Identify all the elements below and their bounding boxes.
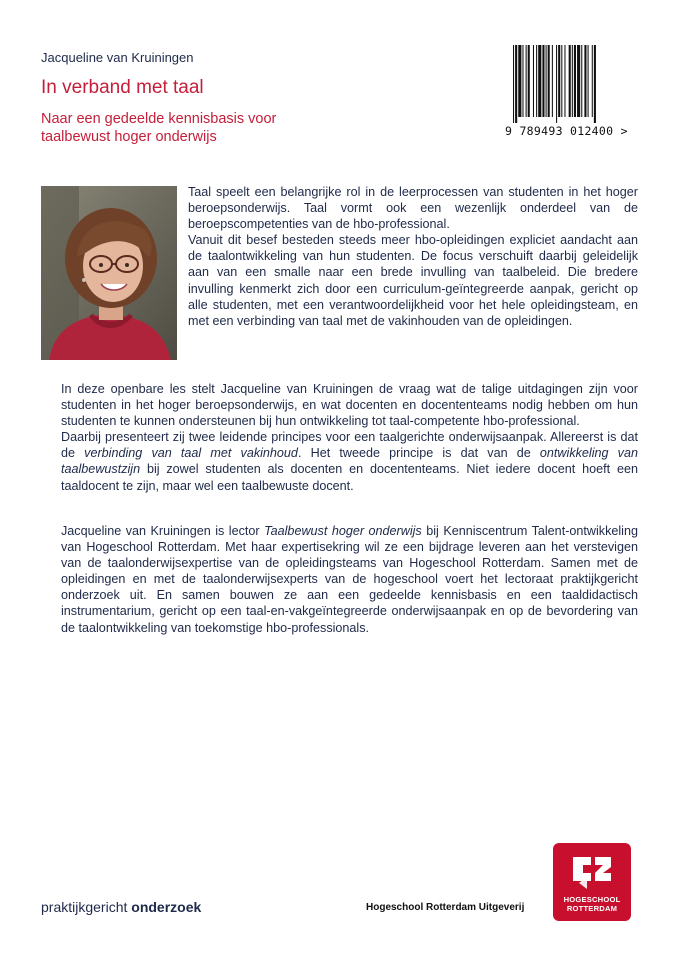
bio-text: [61, 523, 638, 636]
lecture-text: [61, 381, 638, 494]
logo-line-1: HOGESCHOOL: [563, 895, 621, 904]
author-name: Jacqueline van Kruiningen: [41, 50, 194, 65]
book-subtitle: Naar een gedeelde kennisbasis voor taalbewust hoger onderwijs: [41, 111, 277, 145]
book-title: In verband met taal: [41, 77, 204, 98]
lecture-paragraph: In deze openbare les stelt Jacqueline van Kruiningen de vraag wat de talige uitdagingen zijn voor studenten in het hoger beroepsonderwijs, en wat docenten en docententeams nodig hebben om hun studenten te kunnen ondersteunen bij hun ontwikkeling tot taal-competente hbo-professional.: [61, 382, 638, 429]
hogeschool-rotterdam-logo: [553, 843, 631, 921]
bio-paragraph: Jacqueline van Kruiningen is lector Taalbewust hoger onderwijs bij Kenniscentrum Talent-ontwikkeling van Hogeschool Rotterdam. Met haar expertisekring wil ze een bijdrage leveren aan het verstevigen van de taalonderwijsexpertise van de opleidingsteams van Hogeschool Rotterdam. Samen met de opleidingen en met de taalonderwijsexperts van de hogeschool voert het lectoraat praktijkgericht onderzoek uit. En samen bouwen ze aan een gedeelde kennisbasis en een taaldidactisch instrumentarium, gericht op een taal-en-vakgeïntegreerde onderwijsaanpak en op de bevordering van de taalontwikkeling van toekomstige hbo-professionals.: [61, 524, 638, 635]
barcode-icon: [511, 45, 626, 125]
isbn-number: 9 789493 012400 >: [505, 124, 628, 138]
intro-text: [188, 184, 638, 329]
series-name: praktijkgericht onderzoek: [41, 899, 202, 915]
publisher-name: Hogeschool Rotterdam Uitgeverij: [366, 902, 525, 913]
intro-paragraph: Taal speelt een belangrijke rol in de leerprocessen van studenten in het hoger beroepsonderwijs. Taal vormt ook een wezenlijk onderdeel van de beroepscompetenties van de hbo-professional.: [188, 185, 638, 232]
author-photo: [41, 186, 177, 360]
logo-line-2: ROTTERDAM: [566, 904, 618, 913]
intro-paragraph-2: Vanuit dit besef besteden steeds meer hbo-opleidingen expliciet aandacht aan de taalontwikkeling van hun studenten. De focus verschuift daarbij geleidelijk aan van een smalle naar een brede invulling van taalbeleid. Die bredere invulling kenmerkt zich door een curriculum-geïntegreerde aanpak, gericht op alle studenten, met een verantwoordelijkheid voor het hele opleidingsteam, en met een verbinding van taal met de vakinhouden van de opleidingen.: [188, 233, 638, 328]
principles-paragraph: Daarbij presenteert zij twee leidende principes voor een taalgerichte onderwijsaanpak. Allereerst is dat de verbinding van taal met vakinhoud. Het tweede principe is dat van de ontwikkeling van taalbewustzijn bij zowel studenten als docenten en docententeams. Niet iedere docent hoeft een taaldocent te zijn, maar wel een taalbewuste docent.: [61, 430, 638, 493]
